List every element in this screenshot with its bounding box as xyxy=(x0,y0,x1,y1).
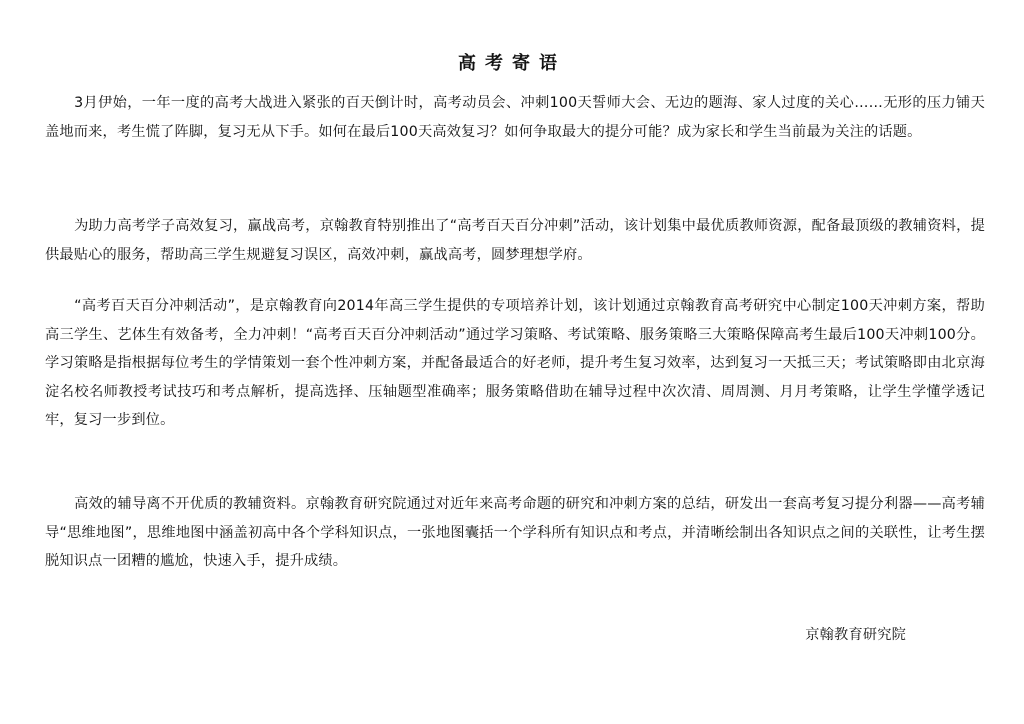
document-title: 高考寄语 xyxy=(458,53,566,74)
paragraph-2: 为助力高考学子高效复习，赢战高考，京翰教育特别推出了“高考百天百分冲刺”活动，该计划集中最优质教师资源，配备最顶级的教辅资料，提供最贴心的服务，帮助高三学生规避复习误区，高效冲刺，赢战高考，圆梦理想学府。 xyxy=(45,218,985,263)
paragraph-3: “高考百天百分冲刺活动”，是京翰教育向2014年高三学生提供的专项培养计划，该计划通过京翰教育高考研究中心制定100天冲刺方案，帮助高三学生、艺体生有效备考，全力冲刺！“高考百天百分冲刺活动”通过学习策略、考试策略、服务策略三大策略保障高考生最后100天冲刺100分。学习策略是指根据每位考生的学情策划一套个性冲刺方案，并配备最适合的好老师，提升考生复习效率，达到复习一天抵三天；考试策略即由北京海淀名校名师教授考试技巧和考点解析，提高选择、压轴题型准确率；服务策略借助在辅导过程中次次清、周周测、月月考策略，让学生学懂学透记牢，复习一步到位。 xyxy=(45,298,985,429)
paragraph-4: 高效的辅导离不开优质的教辅资料。京翰教育研究院通过对近年来高考命题的研究和冲刺方案的总结，研发出一套高考复习提分利器——高考辅导“思维地图”，思维地图中涵盖初高中各个学科知识点，一张地图囊括一个学科所有知识点和考点，并清晰绘制出各知识点之间的关联性，让考生摆脱知识点一团糟的尴尬，快速入手，提升成绩。 xyxy=(45,496,985,570)
paragraph-1: 3月伊始，一年一度的高考大战进入紧张的百天倒计时，高考动员会、冲刺100天誓师大会、无边的题海、家人过度的关心……无形的压力铺天盖地而来，考生慌了阵脚，复习无从下手。如何在最后100天高效复习？如何争取最大的提分可能？成为家长和学生当前最为关注的话题。 xyxy=(45,95,985,140)
signature: 京翰教育研究院 xyxy=(805,627,906,643)
